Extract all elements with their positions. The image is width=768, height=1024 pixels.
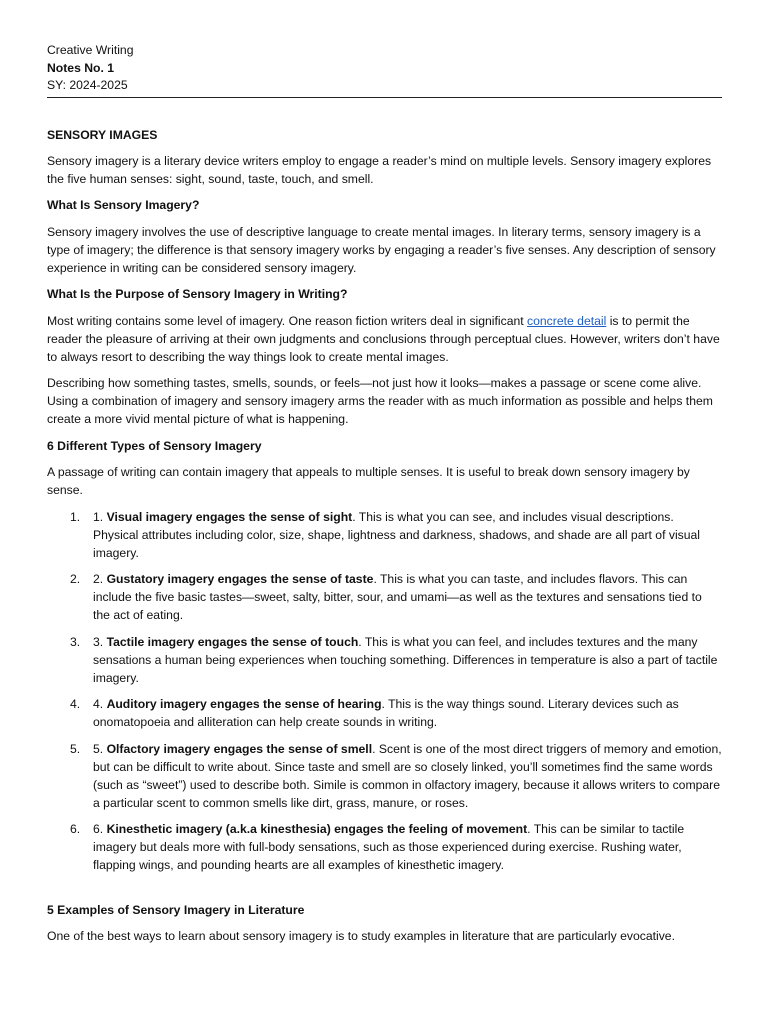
list-marker: 6. — [70, 822, 81, 836]
list-item — [70, 570, 722, 624]
examples-intro-paragraph: One of the best ways to learn about sensory imagery is to study examples in literature that are particularly evocative. — [47, 929, 675, 943]
list-marker: 2. — [70, 572, 81, 586]
course-name: Creative Writing — [47, 43, 134, 57]
list-marker: 3. — [70, 634, 81, 649]
notes-number: Notes No. 1 — [47, 60, 115, 75]
item-text: . This is what you can feel, and includes textures and the many sensations a human being experiences when touching something. Differences in temperature is also a part of tactile imagery. — [93, 634, 718, 685]
item-text: . This is what you can taste, and includes flavors. This can include the five basic tastes—sweet, salty, bitter, sour, and umami—as well as the textures and sensations tied to the act of eating. — [93, 572, 702, 622]
list-marker: 5. — [70, 741, 81, 756]
document-header — [47, 42, 722, 95]
item-lead: Olfactory imagery engages the sense of smell — [106, 741, 373, 756]
list-item — [70, 508, 722, 562]
section-heading-purpose: What Is the Purpose of Sensory Imagery in Writing? — [47, 287, 348, 301]
header-divider — [47, 97, 722, 98]
document-title: SENSORY IMAGES — [47, 127, 158, 142]
purpose-text-end: is to permit the reader the pleasure of arriving at their own judgments and conclusions through perceptual clues. However, writers don’t have to always resort to describing the way things look to create mental images. — [47, 313, 720, 364]
item-number: 5. — [93, 741, 107, 756]
types-intro-paragraph: A passage of writing can contain imagery that appeals to multiple senses. It is useful to break down sensory imagery by sense. — [47, 465, 690, 497]
what-is-paragraph: Sensory imagery involves the use of descriptive language to create mental images. In literary terms, sensory imagery is a type of imagery; the difference is that sensory imagery works by engaging a reader’s five senses. Any description of sensory experience in writing can be considered sensory imagery. — [47, 224, 716, 275]
item-number: 6. — [93, 822, 107, 836]
item-text: . This is what you can see, and includes visual descriptions. Physical attributes including color, size, shape, lightness and darkness, shadows, and shade are all part of visual imagery. — [93, 509, 701, 560]
list-marker: 4. — [70, 697, 81, 711]
item-number: 1. — [93, 509, 107, 524]
item-text: . This is the way things sound. Literary devices such as onomatopoeia and alliteration can help create sounds in writing. — [93, 697, 679, 729]
item-text: . This can be similar to tactile imagery but deals more with full-body sensations, such as those experienced during exercise. Rushing water, flapping wings, and pounding hearts are all examples of kinesthetic imagery. — [93, 822, 685, 872]
item-lead: Tactile imagery engages the sense of touch — [106, 634, 359, 649]
intro-paragraph: Sensory imagery is a literary device writers employ to engage a reader’s mind on multiple levels. Sensory imagery explores the five human senses: sight, sound, taste, touch, and smell. — [47, 153, 712, 186]
item-lead: Auditory imagery engages the sense of hearing — [106, 697, 382, 711]
list-item — [70, 820, 722, 874]
item-number: 4. — [93, 697, 107, 711]
item-number: 3. — [93, 634, 107, 649]
item-lead: Kinesthetic imagery (a.k.a kinesthesia) engages the feeling of movement — [106, 822, 528, 836]
item-lead: Gustatory imagery engages the sense of taste — [106, 572, 374, 586]
item-lead: Visual imagery engages the sense of sight — [106, 509, 353, 524]
section-heading-types: 6 Different Types of Sensory Imagery — [47, 438, 262, 453]
section-heading-what-is: What Is Sensory Imagery? — [47, 198, 200, 212]
imagery-types-list — [47, 508, 722, 875]
list-item — [70, 695, 722, 731]
section-heading-examples: 5 Examples of Sensory Imagery in Literature — [47, 902, 305, 917]
item-number: 2. — [93, 572, 107, 586]
section-spacer — [47, 883, 722, 901]
purpose-paragraph — [47, 312, 722, 366]
list-marker: 1. — [70, 509, 81, 524]
describing-paragraph: Describing how something tastes, smells, sounds, or feels—not just how it looks—makes a passage or scene come alive. Using a combination of imagery and sensory imagery arms the reader with as much information as possible and helps them create a more vivid mental picture of what is happening. — [47, 376, 713, 426]
item-text: . Scent is one of the most direct triggers of memory and emotion, but can be difficult to write about. Since taste and smell are so closely linked, you’ll sometimes find the same words (such as “sweet”) used to describe both. Simile is common in olfactory imagery, because it allows writers to compare a particular scent to common smells like dirt, grass, manure, or roses. — [93, 741, 722, 810]
list-item — [70, 633, 722, 687]
concrete-detail-link[interactable]: concrete detail — [527, 313, 607, 328]
list-item — [70, 740, 722, 812]
purpose-text-start: Most writing contains some level of imagery. One reason fiction writers deal in significant — [47, 313, 528, 328]
school-year: SY: 2024-2025 — [47, 78, 128, 92]
